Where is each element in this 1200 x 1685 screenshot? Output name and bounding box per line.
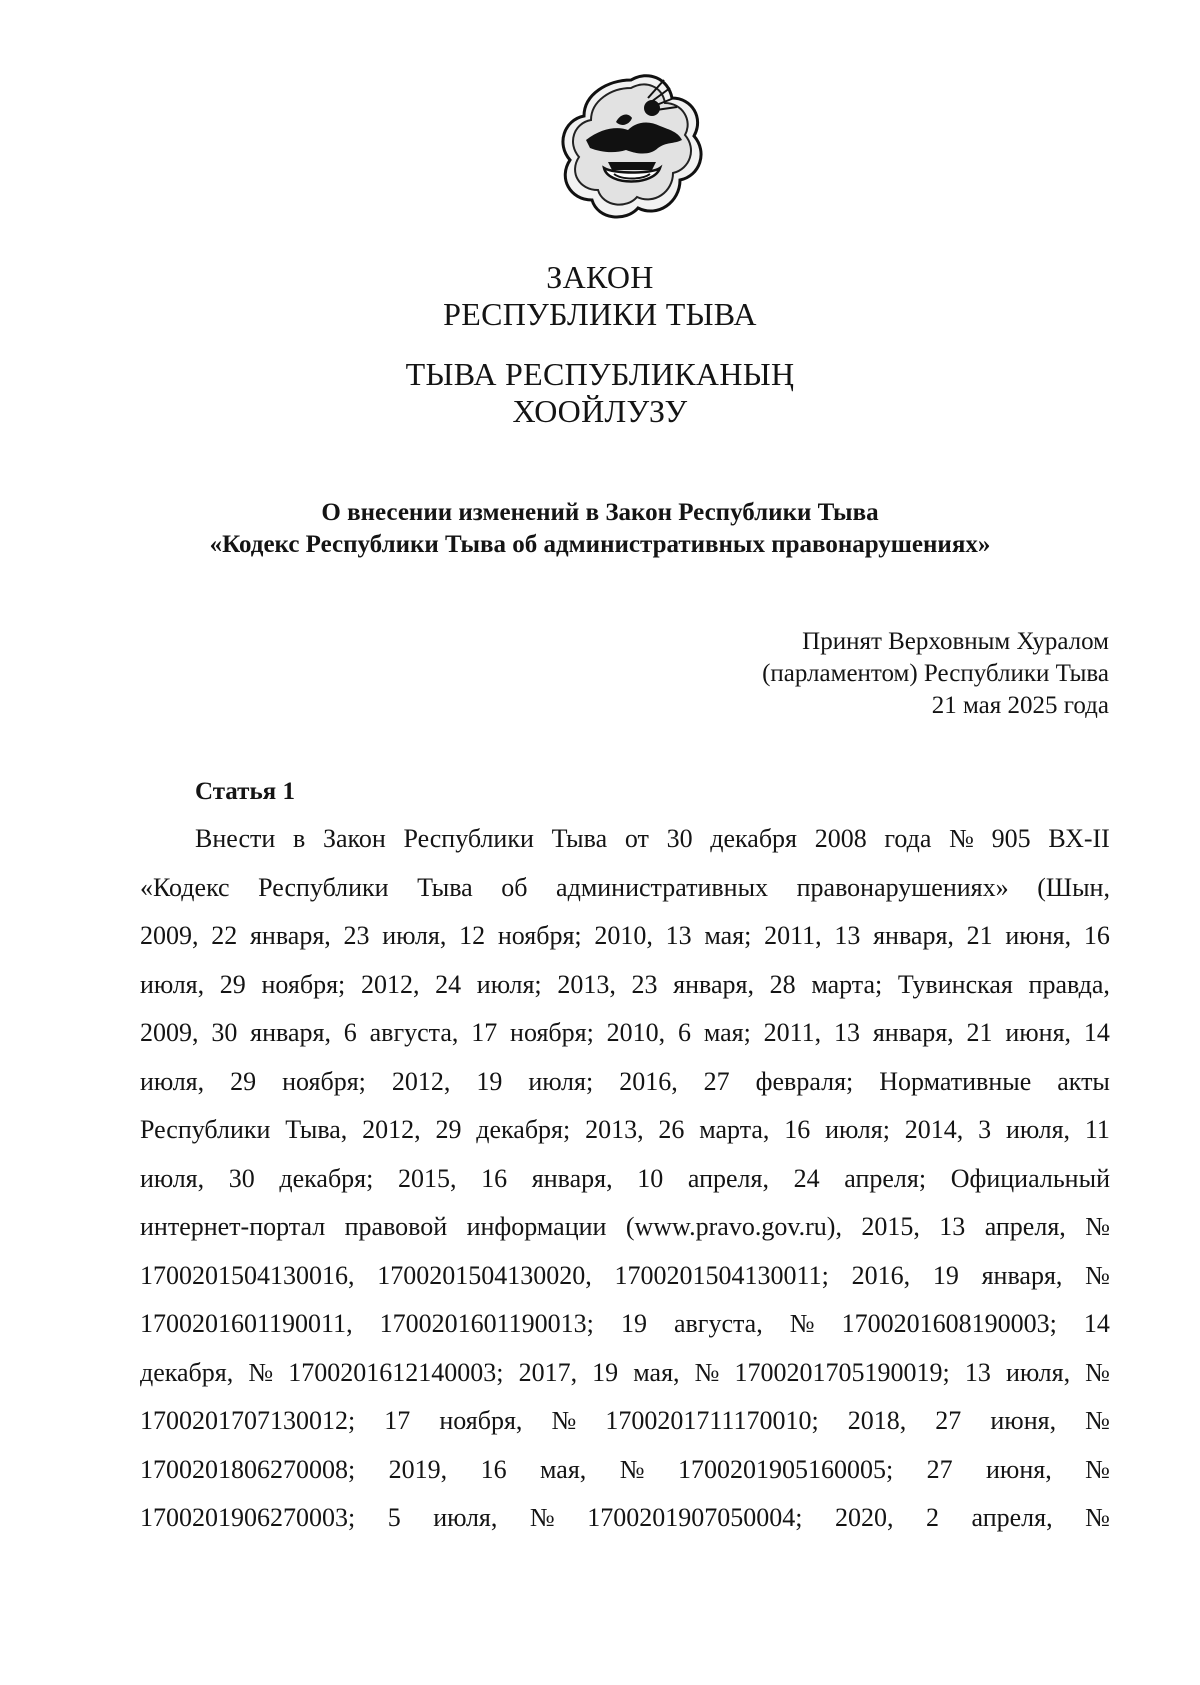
article-word: 6 <box>677 1018 691 1047</box>
article-word: № <box>619 1454 645 1484</box>
article-word: июля, <box>1005 1357 1071 1387</box>
article-word: 2011, <box>764 921 822 950</box>
article-word: апреля; <box>844 1163 927 1193</box>
article-word: ноября, <box>439 1406 523 1435</box>
article-word: 2013, <box>557 969 616 999</box>
article-word: 5 <box>387 1503 401 1532</box>
article-word: 27 <box>935 1406 962 1435</box>
article-word: декабря; <box>279 1163 374 1193</box>
article-word: 13 <box>834 1018 861 1047</box>
article-word: августа, <box>369 1018 459 1047</box>
article-word: № <box>1085 1212 1110 1241</box>
article-word: 26 <box>658 1115 685 1144</box>
adoption-note <box>762 626 1109 722</box>
article-word: 24 <box>793 1163 820 1193</box>
article-word: 1700201504130011; <box>614 1260 829 1290</box>
article-word: № <box>1085 1260 1110 1290</box>
article-word: 22 <box>211 921 238 950</box>
article-word: правда, <box>1028 969 1110 999</box>
law-subject-heading <box>0 497 1200 561</box>
article-word: 905 <box>991 824 1031 853</box>
article-word: июля, <box>382 921 447 950</box>
article-word: ВХ-II <box>1048 824 1110 853</box>
article-word: 29 <box>219 969 246 999</box>
law-title-russian <box>0 259 1200 333</box>
article-word: января, <box>531 1163 613 1193</box>
article-word: ноября; <box>510 1018 594 1047</box>
article-word: 13 <box>939 1212 966 1241</box>
article-word: 2010, <box>594 921 653 950</box>
adoption-date: 21 мая 2025 года <box>931 692 1109 719</box>
article-word: января, <box>250 1018 331 1047</box>
article-word: апреля, <box>687 1163 769 1193</box>
article-word: 16 <box>784 1115 811 1144</box>
article-word: 17 <box>384 1406 411 1435</box>
article-word: 27 <box>703 1066 730 1096</box>
article-word: 19 <box>476 1066 503 1096</box>
article-word: акты <box>1057 1066 1110 1096</box>
article-word: июля, <box>140 969 205 999</box>
article-text-line <box>140 1349 1110 1398</box>
article-word: № <box>789 1309 815 1338</box>
article-word: Закон <box>322 824 386 853</box>
article-word: правовой <box>344 1212 448 1241</box>
article-word: 13 <box>834 921 861 950</box>
article-word: февраля; <box>755 1066 854 1096</box>
article-word: 11 <box>1084 1115 1110 1144</box>
article-word: № <box>1085 1406 1110 1435</box>
article-word: ноября; <box>497 921 582 950</box>
article-word: Тувинская <box>897 969 1013 999</box>
article-word: 1700201707130012; <box>140 1406 356 1435</box>
article-word: (Шын, <box>1037 872 1110 902</box>
article-text-line <box>140 1058 1110 1107</box>
article-word: от <box>624 824 649 853</box>
article-word: 21 <box>966 1018 993 1047</box>
subject-line: О внесении изменений в Закон Республики Тыва <box>321 499 879 526</box>
article-word: июля, <box>433 1503 498 1532</box>
article-word: 2 <box>926 1503 939 1532</box>
article-word: июня, <box>990 1406 1057 1435</box>
article-word: мая, <box>540 1454 587 1484</box>
article-word: ноября; <box>261 969 346 999</box>
article-word: 29 <box>230 1066 257 1096</box>
article-word: июля, <box>1005 1115 1071 1144</box>
article-word: 21 <box>966 921 993 950</box>
article-word: 19 <box>592 1357 619 1387</box>
article-word: января, <box>249 921 331 950</box>
article-word: правонарушениях» <box>796 872 1009 902</box>
article-word: мая; <box>703 1018 751 1047</box>
article-word: 14 <box>1083 1309 1110 1338</box>
law-title-tuvan <box>0 356 1200 430</box>
article-word: об <box>501 872 528 902</box>
article-body <box>140 815 1110 1543</box>
article-word: июля; <box>825 1115 890 1144</box>
article-word: 2016, <box>619 1066 678 1096</box>
article-word: Республики <box>258 872 389 902</box>
article-word: июля, <box>140 1163 205 1193</box>
article-word: № <box>1085 1357 1110 1387</box>
article-word: января, <box>872 1018 954 1047</box>
article-word: августа, <box>673 1309 763 1338</box>
article-word: 2017, <box>518 1357 578 1387</box>
article-word: 16 <box>481 1163 508 1193</box>
article-word: 1700201612140003; <box>288 1357 504 1387</box>
article-text-line <box>140 1446 1110 1495</box>
article-word: № <box>1085 1503 1110 1532</box>
article-word: 2013, <box>585 1115 644 1144</box>
article-word: № <box>949 824 974 853</box>
article-text-line <box>140 912 1110 961</box>
article-word: «Кодекс <box>140 872 230 902</box>
article-word: № <box>551 1406 577 1435</box>
article-word: 1700201705190019; <box>734 1357 950 1387</box>
article-word: 13 <box>665 921 692 950</box>
article-text-line <box>140 1300 1110 1349</box>
article-word: июля; <box>528 1066 594 1096</box>
subject-line: «Кодекс Республики Тыва об административных правонарушениях» <box>209 531 991 558</box>
article-text-line <box>140 864 1110 913</box>
article-word: 14 <box>1083 1018 1110 1047</box>
article-word: Тыва <box>417 872 473 902</box>
article-word: 16 <box>480 1454 507 1484</box>
article-word: Официальный <box>950 1163 1110 1193</box>
article-word: марта; <box>811 969 883 999</box>
article-word: № <box>694 1357 720 1387</box>
article-word: информации <box>466 1212 607 1241</box>
adoption-line: (парламентом) Республики Тыва <box>762 660 1109 687</box>
article-word: 30 <box>228 1163 255 1193</box>
article-word: года <box>884 824 932 853</box>
article-word: 1700201504130016, <box>140 1260 355 1290</box>
article-text-line <box>140 1203 1110 1252</box>
article-title: Статья 1 <box>195 778 295 805</box>
article-word: 19 <box>932 1260 959 1290</box>
article-word: 23 <box>343 921 370 950</box>
article-word: 23 <box>631 969 658 999</box>
article-word: № <box>529 1503 555 1532</box>
article-word: Нормативные <box>879 1066 1032 1096</box>
article-word: 13 <box>964 1357 991 1387</box>
article-text-line <box>140 1397 1110 1446</box>
article-word: декабря, <box>140 1357 234 1387</box>
article-word: 2012, <box>360 969 420 999</box>
law-title-line: ХООЙЛУЗУ <box>512 393 688 429</box>
article-word: Внести <box>195 824 276 853</box>
article-word: 3 <box>978 1115 992 1144</box>
law-title-line: ТЫВА РЕСПУБЛИКАНЫҢ <box>405 356 795 392</box>
article-word: марта, <box>699 1115 770 1144</box>
article-word: 2020, <box>834 1503 894 1532</box>
article-word: 30 <box>666 824 693 853</box>
article-word: 2014, <box>904 1115 964 1144</box>
article-word: января, <box>981 1260 1063 1290</box>
article-word: 1700201601190013; <box>379 1309 594 1338</box>
article-word: 2019, <box>388 1454 448 1484</box>
article-word: Тыва <box>551 824 608 853</box>
article-word: апреля, <box>984 1212 1066 1241</box>
article-word: июля, <box>140 1066 205 1096</box>
article-text-line <box>140 815 1110 864</box>
article-word: 10 <box>637 1163 664 1193</box>
article-word: 2009, <box>140 1018 199 1047</box>
article-word: 2012, <box>362 1115 421 1144</box>
article-word: административных <box>556 872 769 902</box>
coat-of-arms-tuva-icon <box>556 70 706 225</box>
article-word: 2011, <box>763 1018 822 1047</box>
article-word: 1700201504130020, <box>377 1260 592 1290</box>
article-word: июля; <box>476 969 542 999</box>
article-word: (www.pravo.gov.ru), <box>625 1212 842 1241</box>
article-word: января, <box>873 921 954 950</box>
article-text-line <box>140 1494 1110 1543</box>
article-text-line <box>140 1106 1110 1155</box>
article-word: 2015, <box>861 1212 920 1241</box>
article-word: 28 <box>769 969 796 999</box>
article-word: 6 <box>343 1018 357 1047</box>
article-text-line <box>140 961 1110 1010</box>
article-word: 19 <box>620 1309 647 1338</box>
article-word: 2009, <box>140 921 199 950</box>
article-word: в <box>292 824 306 853</box>
article-word: 1700201608190003; <box>841 1309 1057 1338</box>
article-word: 1700201905160005; <box>677 1454 894 1484</box>
article-word: января, <box>673 969 754 999</box>
article-word: мая; <box>704 921 752 950</box>
article-word: декабря; <box>476 1115 571 1144</box>
article-word: 1700201601190011, <box>140 1309 353 1338</box>
article-word: 2010, <box>606 1018 666 1047</box>
article-word: 2018, <box>847 1406 907 1435</box>
article-word: 17 <box>471 1018 498 1047</box>
article-word: 1700201907050004; <box>587 1503 803 1532</box>
article-word: интернет-портал <box>140 1212 326 1241</box>
article-word: Республики <box>403 824 534 853</box>
article-word: № <box>1085 1454 1110 1484</box>
article-word: № <box>248 1357 274 1387</box>
article-word: 1700201806270008; <box>140 1454 356 1484</box>
article-text-line <box>140 1252 1110 1301</box>
article-text-line <box>140 1009 1110 1058</box>
article-word: 2012, <box>391 1066 451 1096</box>
article-text-line <box>140 1155 1110 1204</box>
article-word: 2015, <box>398 1163 457 1193</box>
article-word: 30 <box>211 1018 238 1047</box>
article-word: 16 <box>1083 921 1110 950</box>
article-word: июня, <box>1005 921 1072 950</box>
article-word: 2016, <box>851 1260 911 1290</box>
article-word: Республики <box>140 1115 271 1144</box>
article-word: 24 <box>435 969 462 999</box>
article-word: 1700201906270003; <box>140 1503 356 1532</box>
article-word: мая, <box>633 1357 680 1387</box>
law-title-line: ЗАКОН <box>546 259 654 295</box>
article-word: декабря <box>710 824 797 853</box>
article-word: июня, <box>1005 1018 1072 1047</box>
article-word: Тыва, <box>285 1115 348 1144</box>
article-word: 2008 <box>814 824 867 853</box>
article-word: 29 <box>435 1115 462 1144</box>
article-word: июня, <box>986 1454 1052 1484</box>
article-word: 12 <box>459 921 486 950</box>
law-title-line: РЕСПУБЛИКИ ТЫВА <box>443 296 757 332</box>
article-word: 27 <box>926 1454 953 1484</box>
article-word: 1700201711170010; <box>605 1406 819 1435</box>
article-word: апреля, <box>971 1503 1053 1532</box>
article-word: ноября; <box>282 1066 366 1096</box>
adoption-line: Принят Верховным Хуралом <box>802 628 1109 655</box>
